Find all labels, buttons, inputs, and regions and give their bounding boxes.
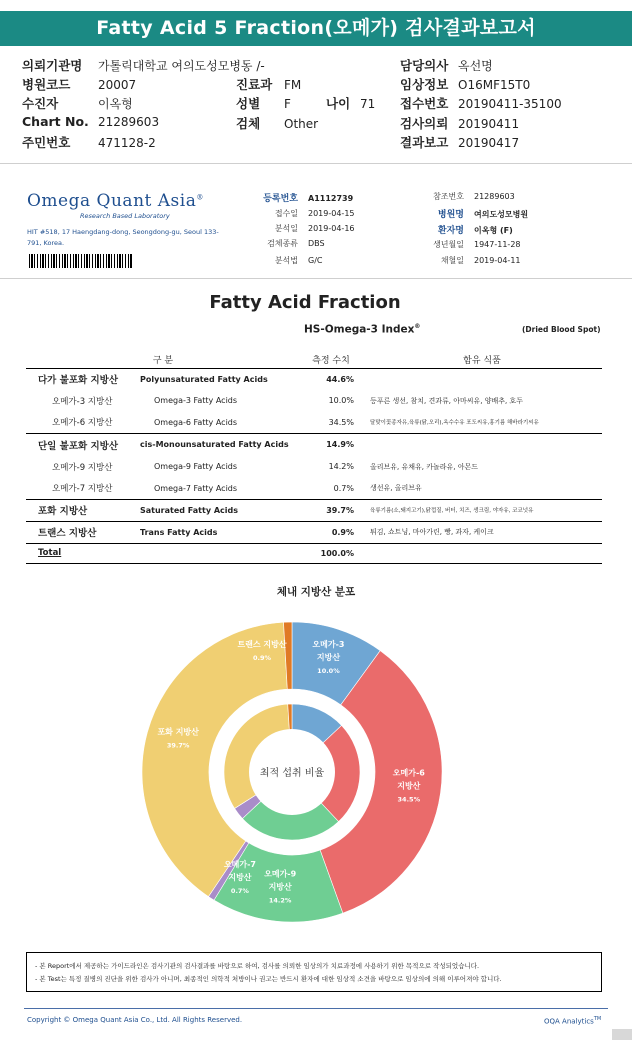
slice-label: 오메가-7 지방산 0.7% — [223, 860, 256, 896]
table-row: 오메가-3 지방산 Omega-3 Fatty Acids 10.0% 등푸른 생선, 참치, 견과류, 아마씨유, 양배추, 호두 — [52, 396, 523, 407]
slice-label: 오메가-3 지방산 10.0% — [312, 639, 345, 675]
disclaimer-line: - 본 Test는 특정 질병의 진단을 위한 검사가 아니며, 최종적인 의학적 처방이나 권고는 반드시 환자에 대한 임상적 소견을 바탕으로 임상의에 의해 이루어져야 합니다. — [35, 975, 502, 983]
slice-label: 트랜스 지방산 0.9% — [237, 640, 287, 663]
table-row: 오메가-7 지방산 Omega-7 Fatty Acids 0.7% 생선유, 올리브유 — [52, 483, 422, 495]
header-field: 성별 F — [236, 96, 291, 111]
table-row: 트랜스 지방산 Trans Fatty Acids 0.9% 튀김, 쇼트닝, 마아가린, 빵, 과자, 케이크 — [26, 521, 602, 543]
distribution-title: 체내 지방산 분포 — [276, 586, 356, 598]
column-header: 측정 수치 — [300, 352, 362, 368]
header-field: 결과보고 20190417 — [400, 135, 520, 150]
info-field: 등록번호 A1112739 — [263, 194, 354, 204]
header-field: 주민번호 471128-2 — [22, 135, 156, 150]
header-field: 담당의사 옥선명 — [400, 58, 493, 73]
copyright: Copyright © Omega Quant Asia Co., Ltd. All Rights Reserved. — [27, 1016, 243, 1024]
header-field: 병원코드 20007 — [22, 77, 137, 92]
info-field: 생년월일 1947-11-28 — [433, 240, 521, 249]
divider — [0, 163, 632, 164]
header-field: 나이 71 — [326, 96, 376, 111]
header-field: 검체 Other — [236, 116, 319, 131]
slice-label: 오메가-9 지방산 14.2% — [264, 869, 297, 905]
table-row: 오메가-9 지방산 Omega-9 Fatty Acids 14.2% 올리브유, 유채유, 카놀라유, 아몬드 — [52, 462, 479, 473]
column-header: 구 분 — [26, 352, 300, 368]
info-field: 분석법 G/C — [274, 256, 323, 265]
info-field: 분석일 2019-04-16 — [274, 224, 355, 233]
divider — [0, 278, 632, 279]
report-title: Fatty Acid 5 Fraction(오메가) 검사결과보고서 — [0, 11, 632, 46]
section-subtitle: HS-Omega-3 Index® — [304, 323, 421, 336]
table-row: 포화 지방산 Saturated Fatty Acids 39.7% 육류기름(소,돼지고기),닭껍질, 버터, 치즈, 생크림, 야자유, 코코넛유 — [26, 499, 602, 521]
header-field: Chart No. 21289603 — [22, 114, 160, 129]
info-field: 참조번호 21289603 — [433, 192, 515, 201]
section-title: Fatty Acid Fraction — [209, 292, 401, 313]
lab-address: HIT #518, 17 Haengdang-dong, Seongdong-gu, Seoul 133-791, Korea. — [27, 228, 219, 247]
info-field: 채혈일 2019-04-11 — [440, 256, 521, 265]
barcode — [29, 254, 133, 268]
disclaimer-line: - 본 Report에서 제공하는 가이드라인은 검사기관의 검사결과를 바탕으로 하여, 검사를 의뢰한 임상의가 치료과정에 사용하기 위한 목적으로 작성되었습니다. — [35, 962, 480, 970]
header-field: 검사의뢰 20190411 — [400, 116, 520, 131]
table-row: 다가 불포화 지방산 Polyunsaturated Fatty Acids 44.6% — [38, 374, 354, 387]
disclaimer-box — [26, 952, 602, 992]
header-field: 의뢰기관명 가톨릭대학교 여의도성모병동 /- — [22, 58, 265, 73]
table-row: 단일 불포화 지방산 cis-Monounsaturated Fatty Acids 14.9% — [26, 434, 602, 456]
donut-center-label: 최적 섭취 비율 — [259, 768, 325, 779]
fatty-acid-donut-chart — [142, 612, 442, 922]
info-field: 검체종류 DBS — [267, 239, 325, 248]
table-row: 오메가-6 지방산 Omega-6 Fatty Acids 34.5% 달맞이꽃종자유,육류(닭,오리),옥수수유 포도씨유,홍기름 해바라기씨유 — [52, 417, 539, 429]
fatty-acid-table — [26, 352, 602, 564]
slice-label: 포화 지방산 39.7% — [157, 727, 199, 750]
table-total-row: Total 100.0% — [26, 543, 602, 563]
info-field: 환자명 이옥형 (F) — [437, 226, 513, 236]
slice-label: 오메가-6 지방산 34.5% — [392, 768, 425, 804]
sample-type-note: (Dried Blood Spot) — [522, 325, 601, 334]
lab-logo: Omega Quant Asia® — [27, 191, 204, 211]
footer-divider — [24, 1008, 608, 1009]
info-field: 접수일 2019-04-15 — [274, 209, 355, 218]
header-field: 진료과 FM — [236, 77, 302, 92]
page-corner — [612, 1029, 632, 1040]
header-field: 임상정보 O16MF15T0 — [400, 77, 531, 92]
header-field: 접수번호 20190411-35100 — [400, 96, 562, 111]
lab-tagline: Research Based Laboratory — [80, 212, 170, 220]
column-header: 함유 식품 — [362, 352, 602, 368]
info-field: 병원명 여의도성모병원 — [437, 210, 529, 220]
footer-brand: OQA Analytics™ — [544, 1016, 602, 1026]
table-header-row — [26, 352, 602, 368]
header-field: 수진자 이옥형 — [22, 96, 133, 111]
